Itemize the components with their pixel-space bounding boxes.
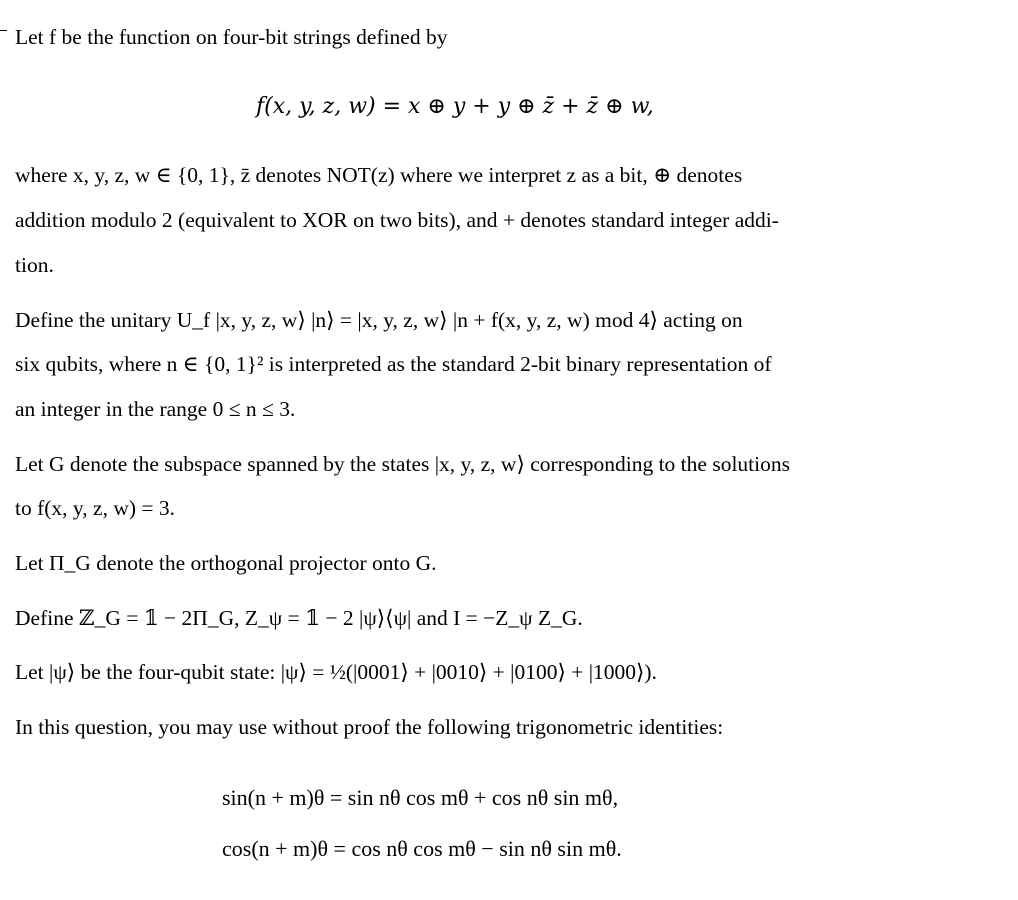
- identities-intro: In this question, you may use without proof the following trigonometric identities:: [15, 715, 724, 739]
- where-line-2: addition modulo 2 (equivalent to XOR on two bits), and + denotes standard integer addi-: [15, 208, 779, 232]
- unitary-line-3: an integer in the range 0 ≤ n ≤ 3.: [15, 397, 296, 421]
- page-margin-mark: [0, 30, 7, 31]
- unitary-line-1: Define the unitary U_f |x, y, z, w⟩ |n⟩ = |x, y, z, w⟩ |n + f(x, y, z, w) mod 4⟩ acting on: [15, 308, 743, 332]
- unitary-line-2: six qubits, where n ∈ {0, 1}² is interpreted as the standard 2-bit binary representation of: [15, 352, 772, 376]
- reflection-line: Define ℤ_G = 𝟙 − 2Π_G, Z_ψ = 𝟙 − 2 |ψ⟩⟨ψ| and I = −Z_ψ Z_G.: [15, 606, 583, 630]
- subspace-line-1: Let G denote the subspace spanned by the states |x, y, z, w⟩ corresponding to the solutions: [15, 452, 790, 476]
- identity-sin: sin(n + m)θ = sin nθ cos mθ + cos nθ sin mθ,: [222, 785, 619, 810]
- state-line: Let |ψ⟩ be the four-qubit state: |ψ⟩ = ½(|0001⟩ + |0010⟩ + |0100⟩ + |1000⟩).: [15, 660, 657, 684]
- subspace-line-2: to f(x, y, z, w) = 3.: [15, 496, 176, 520]
- definition-equation: f(x, y, z, w) = x ⊕ y + y ⊕ z̄ + z̄ ⊕ w,: [256, 94, 654, 119]
- identity-cos: cos(n + m)θ = cos nθ cos mθ − sin nθ sin mθ.: [222, 836, 622, 861]
- where-line-1: where x, y, z, w ∈ {0, 1}, z̄ denotes NOT(z) where we interpret z as a bit, ⊕ denotes: [15, 163, 743, 187]
- where-line-3: tion.: [15, 253, 54, 277]
- projector-line: Let Π_G denote the orthogonal projector onto G.: [15, 551, 437, 575]
- intro-line: Let f be the function on four-bit strings defined by: [15, 25, 448, 49]
